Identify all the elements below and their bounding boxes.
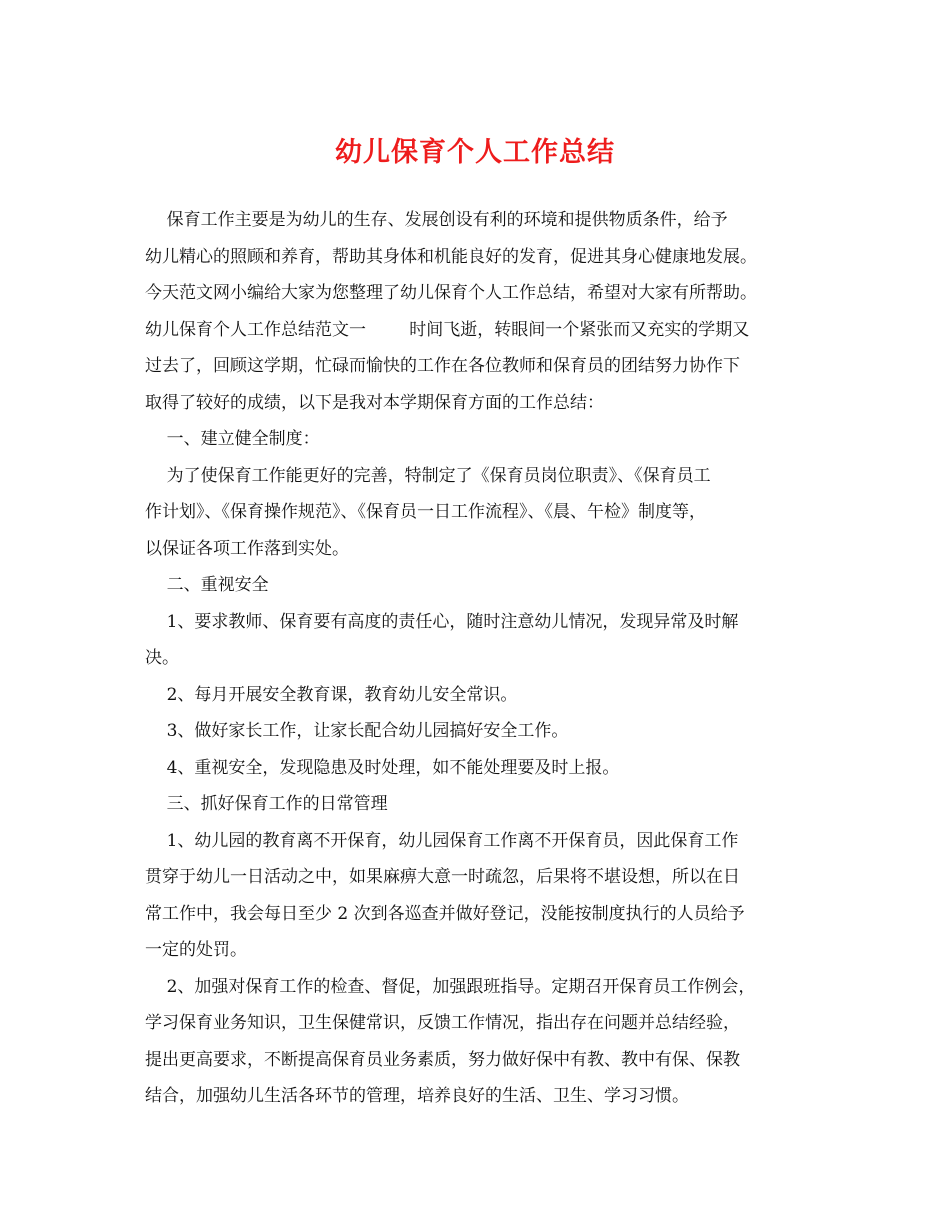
text-line: 2、每月开展安全教育课，教育幼儿安全常识。 (145, 684, 518, 705)
text-line: 4、重视安全，发现隐患及时处理，如不能处理要及时上报。 (145, 757, 620, 778)
text-line: 二、重视安全 (145, 575, 269, 595)
text-line: 保育工作主要是为幼儿的生存、发展创设有利的环境和提供物质条件，给予 (145, 210, 728, 230)
text-line: 三、抓好保育工作的日常管理 (145, 794, 388, 814)
text-line: 取得了较好的成绩，以下是我对本学期保育方面的工作总结： (145, 392, 604, 413)
text-line: 2、加强对保育工作的检查、督促，加强跟班指导。定期召开保育员工作例会， (145, 976, 756, 997)
text-line: 过去了，回顾这学期，忙碌而愉快的工作在各位教师和保育员的团结努力协作下 (145, 356, 740, 376)
text-line: 今天范文网小编给大家为您整理了幼儿保育个人工作总结，希望对大家有所帮助。 (145, 283, 757, 303)
text-line: 1、幼儿园的教育离不开保育，幼儿园保育工作离不开保育员，因此保育工作 (145, 830, 739, 851)
text-line: 一定的处罚。 (145, 940, 247, 960)
text-line: 提出更高要求，不断提高保育员业务素质，努力做好保中有教、教中有保、保教 (145, 1049, 740, 1070)
text-line: 学习保育业务知识，卫生保健常识，反馈工作情况，指出存在问题并总结经验， (145, 1013, 740, 1033)
document-body (145, 202, 810, 1115)
text-line: 1、要求教师、保育要有高度的责任心，随时注意幼儿情况，发现异常及时解 (145, 611, 739, 632)
text-line: 3、做好家长工作，让家长配合幼儿园搞好安全工作。 (145, 721, 569, 741)
text-line: 决。 (145, 648, 179, 668)
text-line: 作计划》、《保育操作规范》、《保育员一日工作流程》、《晨、午检》制度等， (145, 502, 706, 522)
text-line: 一、建立健全制度： (145, 429, 320, 449)
text-line: 幼儿保育个人工作总结范文一 时间飞逝，转眼间一个紧张而又充实的学期又 (145, 319, 750, 340)
text-line: 为了使保育工作能更好的完善，特制定了《保育员岗位职责》、《保育员工 (145, 465, 711, 486)
text-line: 常工作中，我会每日至少 2 次到各巡查并做好登记，没能按制度执行的人员给予 (145, 903, 745, 924)
text-line: 结合，加强幼儿生活各环节的管理，培养良好的生活、卫生、学习习惯。 (145, 1086, 689, 1106)
text-line: 以保证各项工作落到实处。 (145, 538, 349, 559)
text-line: 幼儿精心的照顾和养育，帮助其身体和机能良好的发育，促进其身心健康地发展。 (145, 246, 757, 267)
document-title: 幼儿保育个人工作总结 (335, 137, 615, 168)
text-line: 贯穿于幼儿一日活动之中，如果麻痹大意一时疏忽，后果将不堪设想，所以在日 (145, 867, 740, 887)
